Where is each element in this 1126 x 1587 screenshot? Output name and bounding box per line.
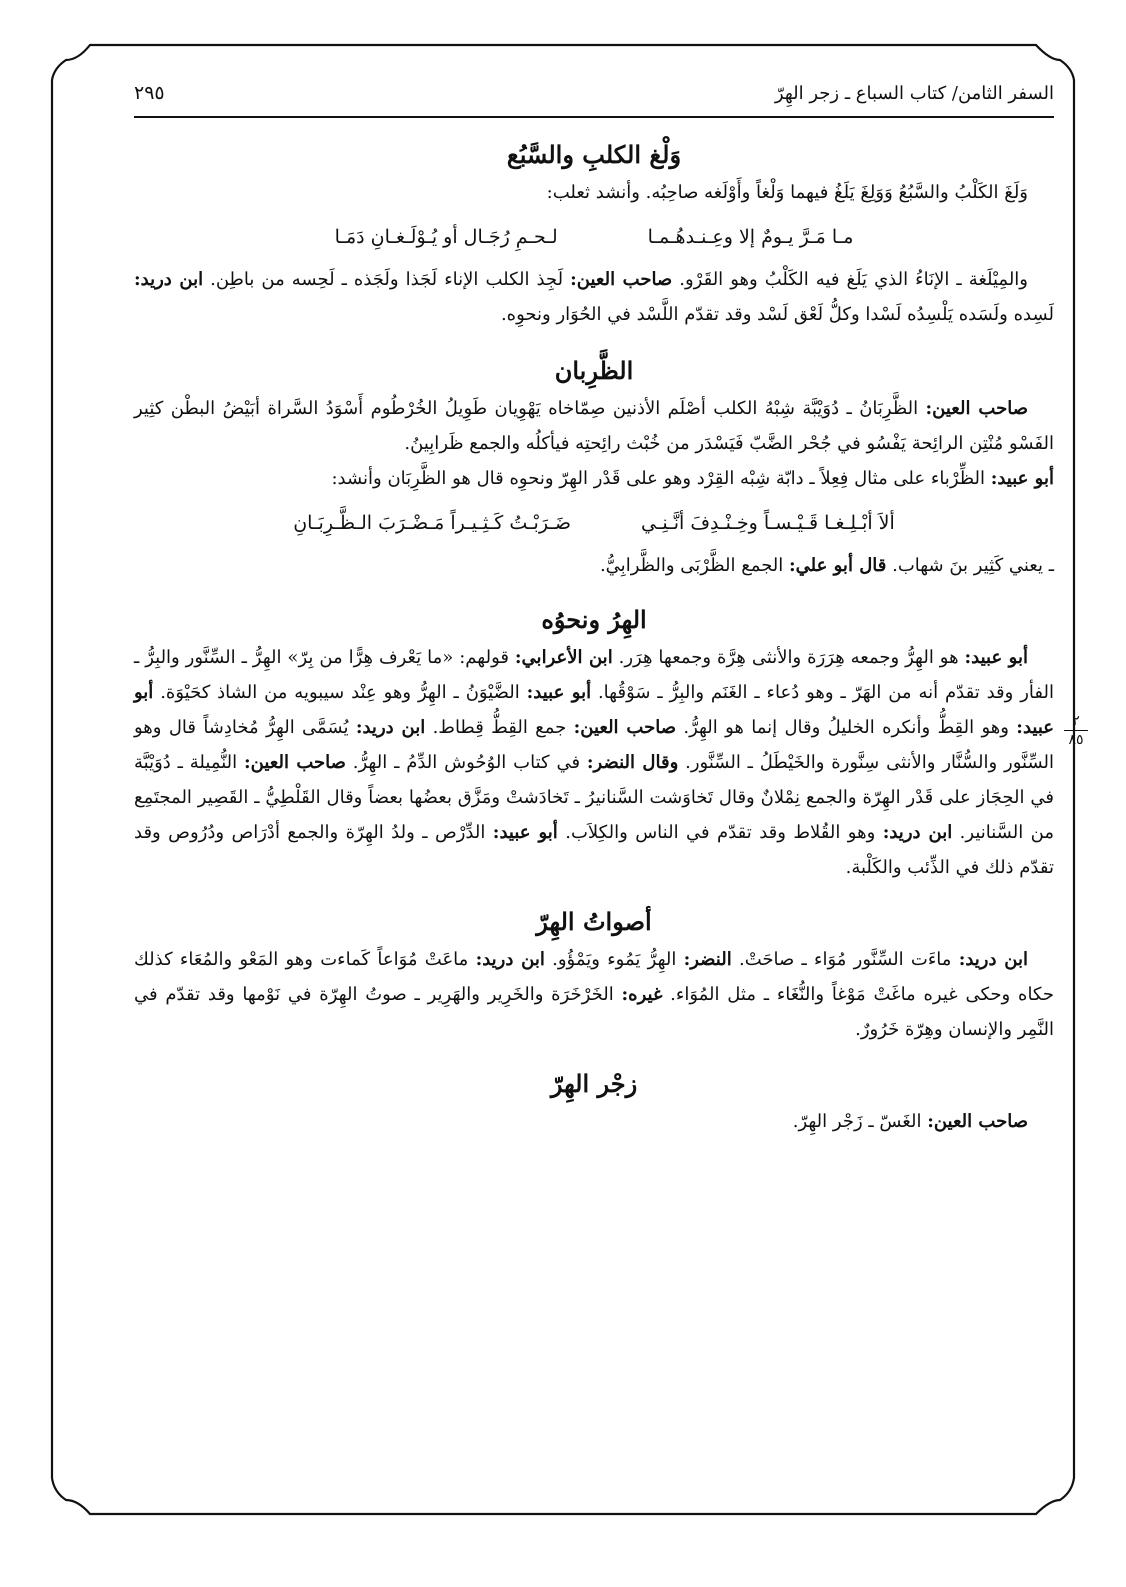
text-run: الغَسّ ـ زَجْر الهِرّ.	[792, 1111, 928, 1132]
paragraph	[134, 262, 1054, 332]
text-run: الظَّرِبَانُ ـ دُوَيْبَّة شِبْهُ الكلب أصْلَم الأذنين صِمّاخاه يَهْوِيان طَوِيلُ الخُرْطُوم أَسْوَدُ السَّراة أبَيْضُ البطْن كثِير الفَسْو مُنْتِن الرائِحة يَفْسُو في جُحْر الضَّبّ فَيَسْدَر من خُبْث رائِحتِه فيأكلُه والجمع ظَرابِينُ.	[134, 398, 1054, 454]
section-heading: أصواتُ الهِرّ	[536, 907, 652, 936]
section-heading: الهِرُ ونحوُه	[541, 605, 647, 634]
poem-verse	[134, 504, 1054, 542]
margin-note-rule	[1064, 730, 1088, 731]
paragraph	[134, 1104, 1054, 1139]
source-attribution: ابن دريد:	[882, 822, 953, 843]
paragraph	[134, 942, 1054, 1047]
source-attribution: صاحب العين:	[244, 752, 346, 773]
source-attribution: وقال النضر:	[586, 752, 679, 773]
paragraph	[134, 548, 1054, 583]
section-heading: الظَّرِبان	[554, 356, 634, 385]
paragraph	[134, 461, 1054, 496]
poem-verse	[134, 218, 1054, 256]
text-run: يُسَمَّى الهِرُّ مُخادِشاً قال وهو السِّنَّور والسُّنَّار والأنثى سِنَّورة والخَيْطَلُ ـ السِّنَّور.	[134, 717, 1054, 773]
text-run: وهو القِطُّ وأنكره الخليلُ وقال إنما هو الهِرُّ.	[676, 717, 1017, 738]
source-attribution: قال أبو علي:	[789, 555, 887, 576]
text-run: الدِّرْص ـ ولدُ الهِرّة والجمع أدْرَاص ودُرُوص وقد تقدّم ذلك في الذِّئب والكَلْبة.	[134, 822, 1054, 878]
section-heading: وَلْغ الكلبِ والسَّبُع	[506, 140, 682, 169]
source-attribution: غيره:	[621, 984, 663, 1005]
source-attribution: صاحب العين:	[927, 1111, 1028, 1132]
source-attribution: أبو عبيد:	[492, 822, 558, 843]
source-attribution: صاحب العين:	[925, 398, 1028, 419]
text-run: ماءَت السِّنَّور مُوَاء ـ صاحَتْ.	[731, 949, 959, 970]
page-header	[134, 76, 1054, 110]
page-content	[134, 134, 1084, 1139]
source-attribution: أبو عبيد:	[526, 682, 592, 703]
paragraph	[134, 391, 1054, 461]
text-run: الجمع الظَّرْبَى والظَّرابِيُّ.	[599, 555, 790, 576]
source-attribution: ابن دريد:	[355, 717, 426, 738]
page-number: ٢٩٥	[134, 82, 165, 104]
source-attribution: أبو عبيد:	[134, 682, 1054, 738]
text-run: والمِيْلَغة ـ الإنَاءُ الذي يَلَغ فيه الكَلْبُ وهو القَرْو.	[672, 269, 1029, 290]
source-attribution: ابن دريد:	[134, 269, 204, 290]
paragraph	[134, 640, 1054, 885]
source-attribution: صاحب العين:	[570, 269, 673, 290]
source-attribution: أبو عبيد:	[990, 468, 1054, 489]
verse-second-hemistich: ضَـرَبْـتُ كَـثِـيـراً مَـضْـرَبَ الـظَّـرِبَـانِ	[293, 512, 572, 534]
running-title: السفر الثامن/ كتاب السباع ـ زجر الهِرّ	[774, 82, 1054, 104]
text-run: في كتاب الوُحُوش الدِّمُ ـ الهِرُّ.	[345, 752, 587, 773]
book-page	[134, 68, 1084, 1468]
text-run: جمع القِطُّ قِطاط.	[425, 717, 574, 738]
source-attribution: صاحب العين:	[573, 717, 677, 738]
margin-folio-note	[1064, 713, 1088, 748]
section-heading: زجْر الهِرّ	[550, 1069, 638, 1098]
text-run: الضَّيْوَنُ ـ الهِرُّ وهو عِنْد سيبويه من الشاذ كحَيْوَة.	[153, 682, 527, 703]
text-run: ماعَتْ مُوَاعاً كَماءت وهو المَعْو والمُعَاء كذلك حكاه وحكى غيره ماغَتْ مَوْغاً والنُّغَاء ـ مثل المُوَاء.	[134, 949, 1054, 1005]
text-run: لَجِذ الكلب الإناء لَجَذا ولَجَذه ـ لَحِسه من باطِن.	[203, 269, 571, 290]
section-zajr	[134, 1069, 1054, 1139]
verse-first-hemistich: مـا مَـرَّ يـومٌ إلا وعِـنـدهُـمـا	[647, 226, 854, 248]
paragraph: وَلَغَ الكَلْبُ والسَّبُعُ وَوَلِغَ يَلَغُ فيهما وَلْغاً وأَوْلَغه صاحِبُه. وأنشد ثعلب:	[546, 182, 1028, 203]
source-attribution: ابن الأعرابي:	[514, 647, 613, 668]
section-zariban	[134, 356, 1054, 583]
section-hirr	[134, 605, 1084, 885]
section-walgh	[134, 140, 1054, 332]
verse-first-hemistich: ألاَ أبْـلِـغـا قَـيْـسـاً وخِـنْـدِفَ أنَّـنِـي	[641, 512, 895, 534]
text-run: وهو القُلاط وقد تقدّم في الناس والكِلاَب.	[557, 822, 883, 843]
text-run: قولهم: «ما يَعْرف هِرًّا من بِرّ» الهِرُّ ـ السِّنَّور والبِرُّ ـ الفأر وقد تقدّم أنه من الهَرّ ـ وهو دُعاء ـ الغَنَم والبِرُّ ـ سَوْقُها.	[134, 647, 1054, 703]
text-run: الهِرُّ يَمُوء ويَمْؤُو.	[544, 949, 684, 970]
source-attribution: أبو عبيد:	[964, 647, 1028, 668]
margin-note-top: ٢	[1072, 713, 1080, 729]
text-run: لَسِده ولَسَده يَلْسِدُه لَسْدا وكلُّ لَعْق لَسْد وقد تقدّم اللَّسْد في الحُوَار ونحوِه.	[500, 304, 1054, 325]
section-aswat	[134, 907, 1054, 1047]
text-run: النُّمِيلة ـ دُوَيْبَّة في الحِجَاز على قَدْر الهِرّة والجمع نِمْلانٌ وقال تَخاوَشت السَّنانيرُ ـ تَخادَشتْ ومَزَّق بعضُها بعضاً وقال القَلْطِيُّ ـ القَصِير المجتَمِع من السَّنانير.	[134, 752, 1055, 843]
verse-second-hemistich: لـحـمِ رُجَـال أو يُـوْلَـغـانِ دَمَـا	[334, 226, 558, 248]
source-attribution: النضر:	[683, 949, 732, 970]
text-run: ـ يعني كَثِير بنَ شهاب.	[886, 555, 1054, 576]
text-run: الظِّرْباء على مثال فِعِلاً ـ دابّة شِبْه القِرْد وهو على قَدْر الهِرّ ونحوِه قال هو الظَّرِبَان وأنشد:	[331, 468, 991, 489]
source-attribution: ابن دريد:	[475, 949, 545, 970]
text-run: هو الهِرُّ وجمعه هِرَرَة والأنثى هِرَّة وجمعها هِرَر.	[612, 647, 965, 668]
source-attribution: ابن دريد:	[958, 949, 1029, 970]
text-run: الخَرْخَرَة والخَرِير والهَرِير ـ صوتُ الهِرّة في نَوْمها وقد تقدّم في النَّمِر والإنسان وهِرّة خَرُورٌ.	[134, 984, 1054, 1040]
header-rule	[134, 116, 1054, 118]
margin-note-bottom: ٨٥	[1068, 732, 1084, 748]
